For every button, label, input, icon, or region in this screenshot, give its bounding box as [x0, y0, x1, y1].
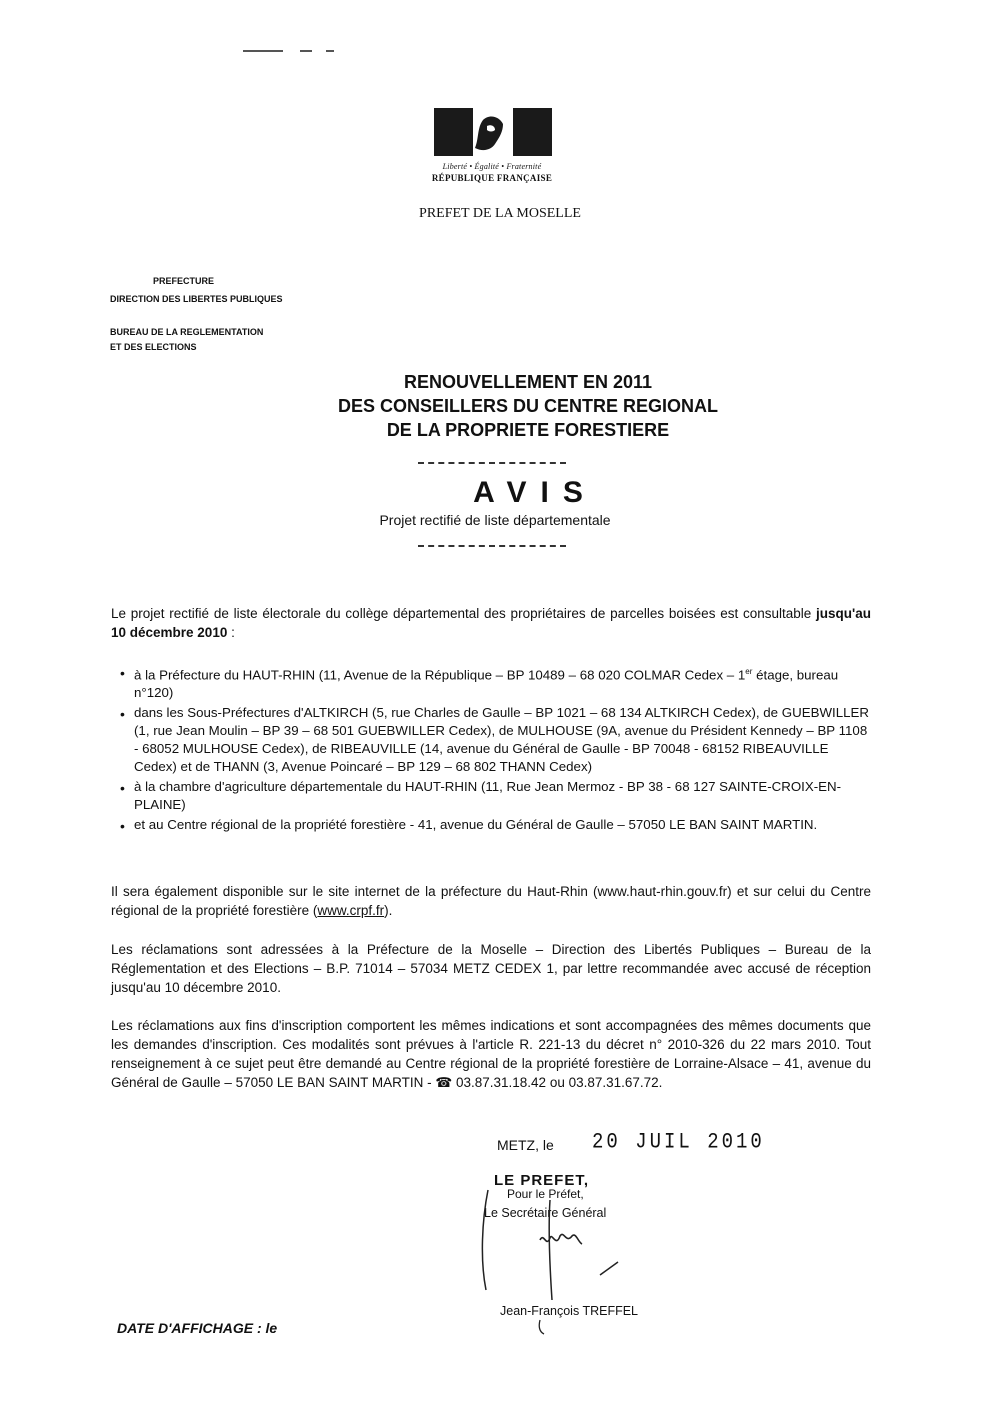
list-item	[120, 663, 870, 702]
location-text: étage, bureau n°120)	[134, 667, 839, 701]
intro-text: Le projet rectifié de liste électorale du collège départemental des propriétaires de parcelles boisées est consultable	[111, 606, 817, 621]
title-line-2: DES CONSEILLERS DU CENTRE REGIONAL	[337, 396, 719, 416]
divider	[418, 462, 566, 464]
location-text: à la chambre d'agriculture départementale du HAUT-RHIN (11, Rue Jean Mermoz - BP 38 - 68 127 SAINTE-CROIX-EN-PLAINE)	[134, 779, 842, 813]
claims-paragraph: Les réclamations sont adressées à la Préfecture de la Moselle – Direction des Libertés Publiques – Bureau de la Réglementation et des Elections – B.P. 71014 – 57034 METZ CEDEX 1, par lettre recommandée avec accusé de réception jusqu'au 10 décembre 2010.	[111, 942, 871, 995]
signature-block	[480, 1170, 720, 1335]
sender-direction: DIRECTION DES LIBERTES PUBLIQUES	[110, 294, 283, 304]
date-affichage: DATE D'AFFICHAGE : le	[117, 1320, 278, 1336]
pour-le-prefet: Pour le Préfet,	[507, 1187, 584, 1201]
title-line-1: RENOUVELLEMENT EN 2011	[403, 372, 653, 392]
availability-suffix: ).	[384, 903, 393, 918]
divider	[418, 545, 566, 547]
avis-heading: AVIS	[473, 476, 597, 509]
list-item	[120, 816, 870, 834]
scan-mark	[326, 50, 334, 52]
intro-deadline: jusqu'au 10 décembre 2010	[111, 606, 871, 640]
stamp-prefet: LE PREFET,	[494, 1172, 590, 1189]
logo-republic: RÉPUBLIQUE FRANÇAISE	[431, 173, 553, 183]
intro-paragraph	[111, 604, 871, 642]
list-item	[120, 704, 870, 776]
location-text: et au Centre régional de la propriété forestière - 41, avenue du Général de Gaulle – 57050 LE BAN SAINT MARTIN.	[134, 817, 818, 833]
sender-elections: ET DES ELECTIONS	[110, 342, 197, 352]
crpf-link[interactable]: www.crpf.fr	[317, 903, 385, 918]
document-title	[0, 370, 1000, 442]
availability-text: Il sera également disponible sur le site internet de la préfecture du Haut-Rhin (www.haut-rhin.gouv.fr) et sur celui du Centre régional de la propriété forestière (	[111, 884, 871, 918]
sender-bureau: BUREAU DE LA REGLEMENTATION	[110, 327, 264, 337]
sender-prefecture: PREFECTURE	[153, 276, 215, 286]
registration-paragraph	[111, 1016, 871, 1092]
secretary-role: Le Secrétaire Général	[484, 1206, 607, 1220]
signatory-name: Jean-François TREFFEL	[500, 1304, 639, 1318]
availability-paragraph	[111, 882, 871, 920]
locations-list	[120, 663, 870, 834]
republic-logo	[430, 108, 554, 183]
logo-motto: Liberté • Égalité • Fraternité	[442, 162, 542, 171]
date-stamp: 20 JUIL 2010	[592, 1129, 765, 1155]
subtitle: Projet rectifié de liste départementale	[379, 512, 611, 528]
marianne-emblem	[434, 108, 552, 156]
list-item	[120, 778, 870, 814]
telephone-icon: ☎	[435, 1075, 453, 1090]
intro-suffix: :	[227, 625, 235, 640]
registration-text: Les réclamations aux fins d'inscription comportent les mêmes indications et sont accompagnées des mêmes documents que les demandes d'inscription. Ces modalités sont prévues à l'article R. 221-13 du décret n° 2010-326 du 22 mars 2010. Tout renseignement à ce sujet peut être demandé au Centre régional de la propriété forestière de Lorraine-Alsace – 41, avenue du Général de Gaulle – 57050 LE BAN SAINT MARTIN -	[111, 1018, 871, 1090]
scan-mark	[243, 50, 283, 52]
prefet-title: PREFET DE LA MOSELLE	[419, 206, 581, 221]
title-line-3: DE LA PROPRIETE FORESTIERE	[386, 420, 670, 440]
location-text: dans les Sous-Préfectures d'ALTKIRCH (5, rue Charles de Gaulle – BP 1021 – 68 134 ALTKIRCH Cedex), de GUEBWILLER (1, rue Jean Moulin – BP 39 – 68 501 GUEBWILLER Cedex), de MULHOUSE (9A, avenue du Président Kennedy – BP 1108 - 68052 MULHOUSE Cedex), de RIBEAUVILLE (14, avenue du Général de Gaulle - BP 70048 - 68152 RIBEAUVILLE Cedex) et de THANN (3, Avenue Poincaré – BP 129 – 68 802 THANN Cedex)	[134, 705, 869, 775]
phone-numbers: 03.87.31.18.42 ou 03.87.31.67.72.	[452, 1075, 663, 1090]
scan-mark	[300, 50, 312, 52]
superscript: er	[745, 667, 753, 676]
signature-place: METZ, le	[497, 1137, 554, 1153]
location-text: à la Préfecture du HAUT-RHIN (11, Avenue de la République – BP 10489 – 68 020 COLMAR Cedex – 1	[134, 667, 746, 683]
